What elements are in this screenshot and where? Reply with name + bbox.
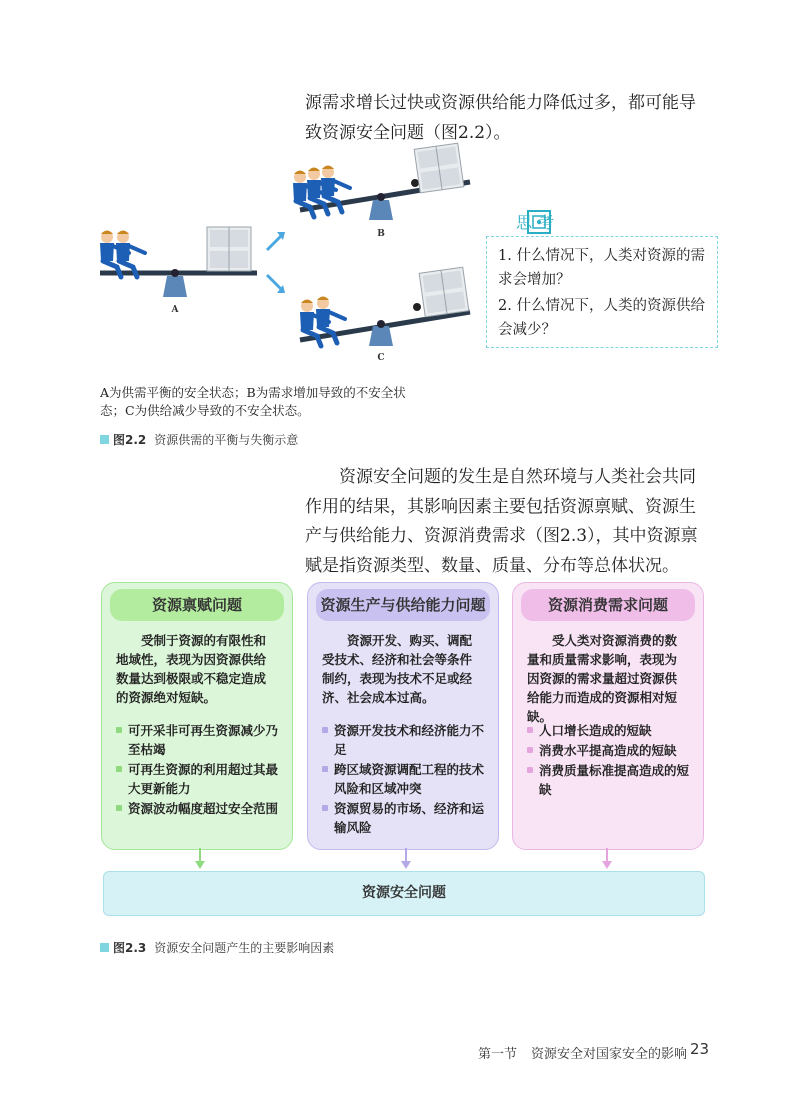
caption-text: 资源供需的平衡与失衡示意 [154,433,299,447]
down-arrow-icon [601,848,613,870]
caption-number: 图2.3 [113,941,147,955]
factor-column-demand [512,582,704,850]
footer-title: 资源安全对国家安全的影响 [531,1047,688,1062]
down-arrow-icon [194,848,206,870]
column-body: 资源开发、购买、调配受技术、经济和社会等条件制约，表现为技术不足或经济、社会成本过高。 [322,633,473,705]
intro-paragraph: 源需求增长过快或资源供给能力降低过多，都可能导致资源安全问题（图2.2）。 [305,93,696,143]
factor-column-endowment [101,582,293,850]
page-number: 23 [690,1040,710,1058]
footer-section: 第一节 [478,1047,518,1062]
column-title: 资源消费需求问题 [521,589,695,621]
seesaw-b [293,143,470,239]
think-question-2: 2. 什么情况下，人类的资源供给会减少？ [498,298,705,338]
body-paragraph: 资源安全问题的发生是自然环境与人类社会共同作用的结果，其影响因素主要包括资源禀赋、资源生产与供给能力、资源消费需求（图2.3），其中资源禀赋是指资源类型、数量、质量、分布等总体状况。 [305,467,698,576]
column-body: 受人类对资源消费的数量和质量需求影响，表现为因资源的需求量超过资源供给能力而造成的资源相对短缺。 [527,633,678,724]
list-item: 可再生资源的利用超过其最大更新能力 [116,760,282,798]
list-item: 资源开发技术和经济能力不足 [322,721,488,759]
column-title: 资源禀赋问题 [110,589,284,621]
factor-column-supply [307,582,499,850]
caption-marker [100,943,109,952]
column-list [322,721,488,838]
figure-2-3-caption [100,939,334,956]
seesaw-c [300,267,470,363]
label-c: C [377,353,385,363]
column-list [116,721,282,819]
think-question-1: 1. 什么情况下，人类对资源的需求会增加？ [498,248,705,288]
list-item: 资源波动幅度超过安全范围 [116,799,282,818]
column-title: 资源生产与供给能力问题 [316,589,490,621]
page-footer [478,1043,687,1062]
list-item: 人口增长造成的短缺 [527,721,693,740]
caption-number: 图2.2 [113,433,147,447]
column-list [527,721,693,800]
figure-2-2-caption [100,431,298,448]
result-box: 资源安全问题 [103,871,705,916]
figure-2-2-notes: A为供需平衡的安全状态；B为需求增加导致的不安全状态；C为供给减少导致的不安全状态。 [100,385,406,418]
think-title: 思考 [516,213,561,232]
caption-marker [100,435,109,444]
label-b: B [377,229,385,239]
list-item: 可开采非可再生资源减少乃至枯竭 [116,721,282,759]
list-item: 消费质量标准提高造成的短缺 [527,761,693,799]
seesaw-illustration [95,140,485,380]
down-arrow-icon [400,848,412,870]
seesaw-a [100,227,257,315]
list-item: 消费水平提高造成的短缺 [527,741,693,760]
caption-text: 资源安全问题产生的主要影响因素 [154,941,335,955]
column-body: 受制于资源的有限性和地域性，表现为因资源供给数量达到极限或不稳定造成的资源绝对短缺。 [116,633,267,705]
label-a: A [171,305,179,315]
list-item: 跨区域资源调配工程的技术风险和区域冲突 [322,760,488,798]
list-item: 资源贸易的市场、经济和运输风险 [322,799,488,837]
branch-arrows [267,232,285,293]
